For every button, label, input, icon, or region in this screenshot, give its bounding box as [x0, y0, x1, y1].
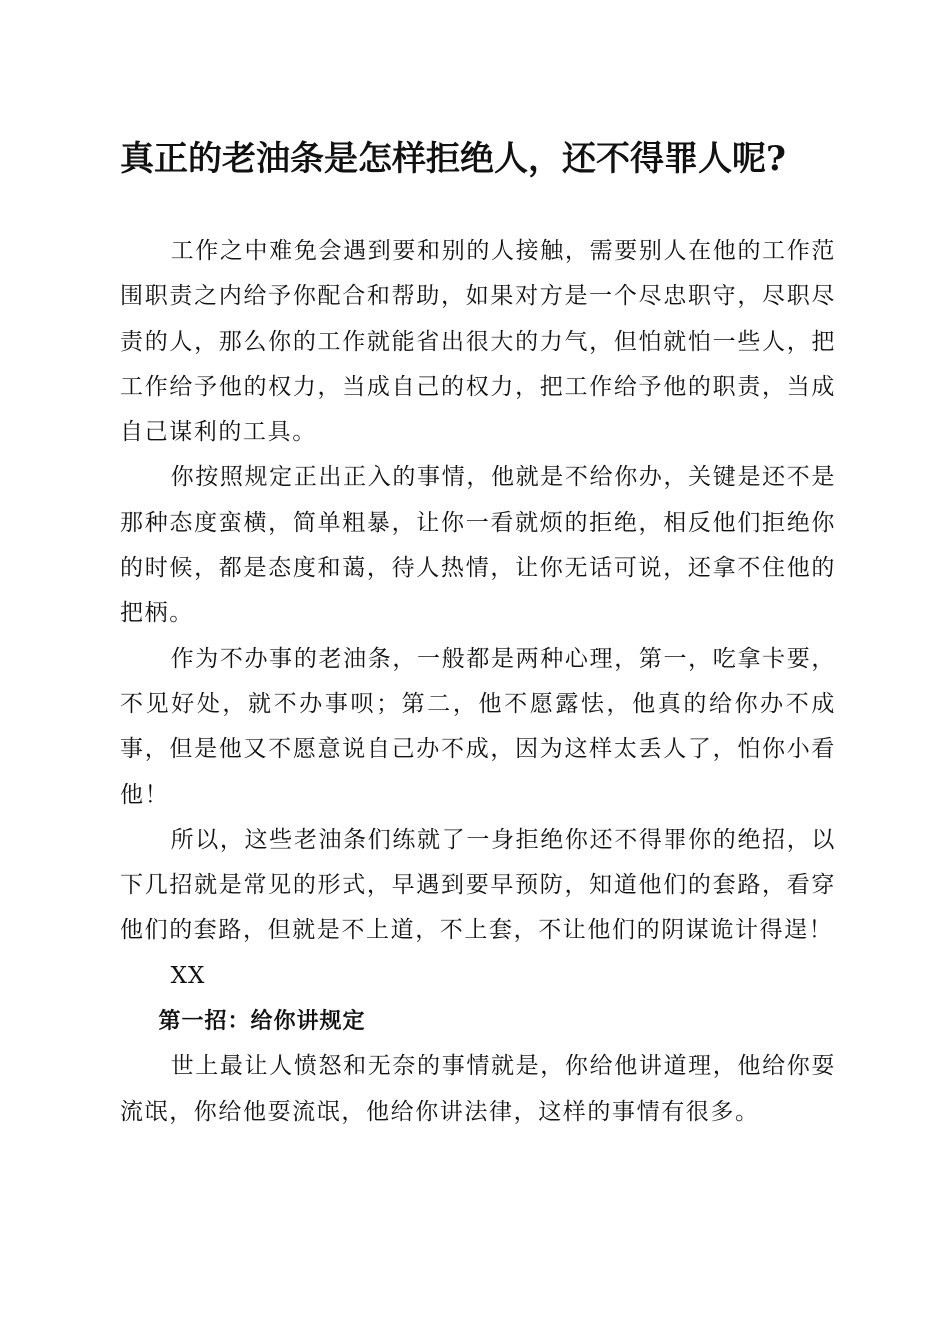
paragraph-tricks: 所以，这些老油条们练就了一身拒绝你还不得罪你的绝招，以下几招就是常见的形式，早遇到要早预防，知道他们的套路，看穿他们的套路，但就是不上道，不上套，不让他们的阴谋诡计得逞！ [120, 826, 836, 944]
paragraph-section-one: 世上最让人愤怒和无奈的事情就是，你给他讲道理，他给你耍流氓，你给他耍流氓，他给你讲法律，这样的事情有很多。 [120, 1053, 836, 1125]
document-title: 真正的老油条是怎样拒绝人，还不得罪人呢? [120, 139, 786, 179]
paragraph-intro: 工作之中难免会遇到要和别的人接触，需要别人在他的工作范围职责之内给予你配合和帮助，如果对方是一个尽忠职守，尽职尽责的人，那么你的工作就能省出很大的力气，但怕就怕一些人，把工作给予他的权力，当成自己的权力，把工作给予他的职责，当成自己谋利的工具。 [120, 238, 836, 446]
document-body [120, 229, 836, 1135]
paragraph-placeholder: XX [170, 962, 206, 989]
paragraph-psychology: 作为不办事的老油条，一般都是两种心理，第一，吃拿卡要，不见好处，就不办事呗；第二，他不愿露怯，他真的给你办不成事，但是他又不愿意说自己办不成，因为这样太丢人了，怕你小看他！ [120, 645, 836, 808]
section-heading: 第一招：给你讲规定 [158, 1008, 366, 1035]
paragraph-refusal: 你按照规定正出正入的事情，他就是不给你办，关键是还不是那种态度蛮横，简单粗暴，让你一看就烦的拒绝，相反他们拒绝你的时候，都是态度和蔼，待人热情，让你无话可说，还拿不住他的把柄。 [120, 464, 836, 627]
